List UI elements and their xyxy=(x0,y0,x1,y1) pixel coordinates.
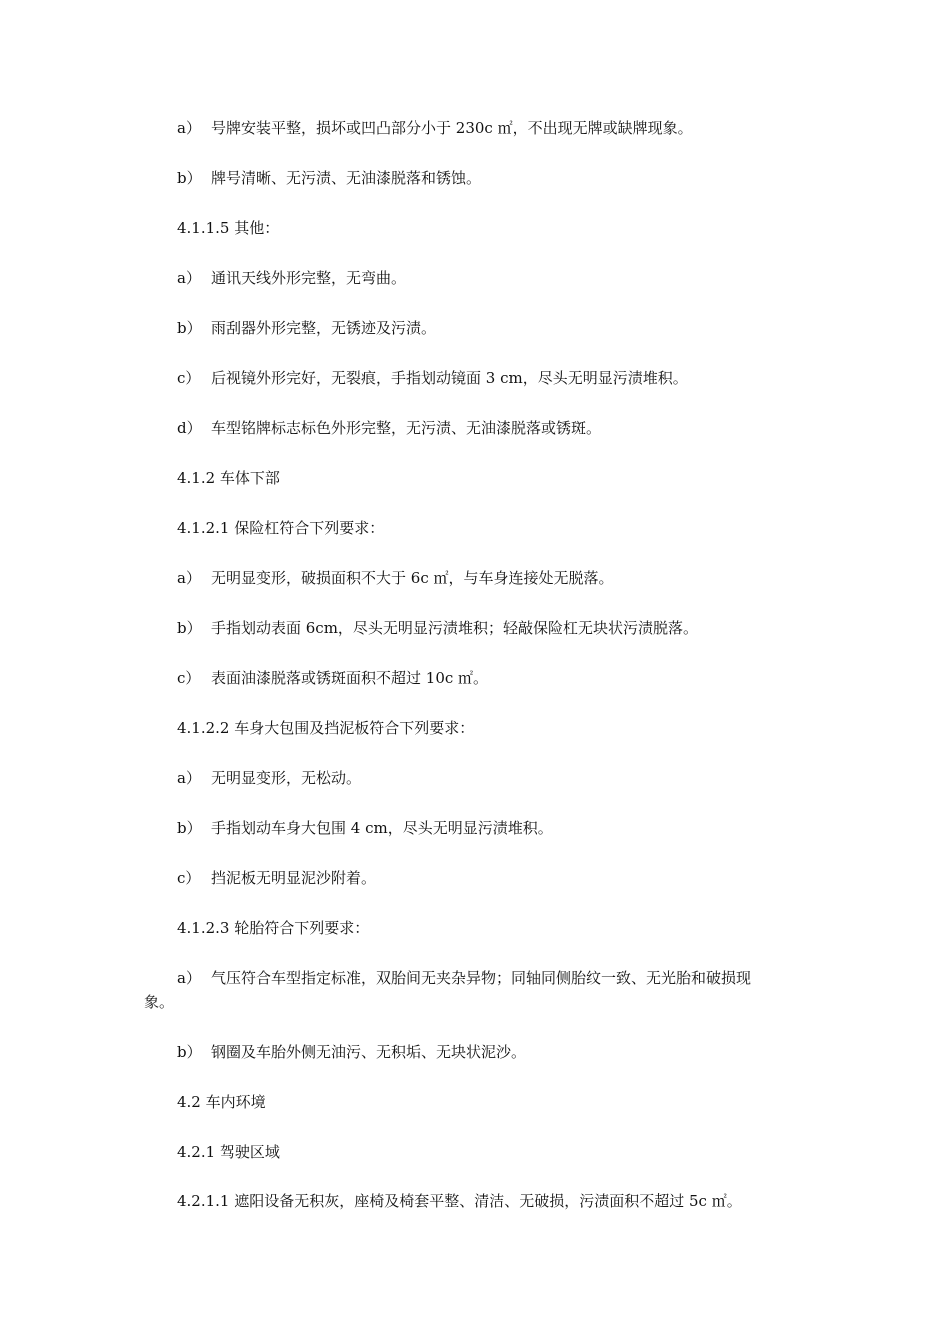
list-marker: d） xyxy=(177,419,202,437)
list-item-text: 手指划动车身大包围 4 cm，尽头无明显污渍堆积。 xyxy=(211,819,553,837)
list-marker: c） xyxy=(177,869,201,887)
list-item-text: 手指划动表面 6cm，尽头无明显污渍堆积；轻敲保险杠无块状污渍脱落。 xyxy=(211,619,698,637)
list-marker: c） xyxy=(177,669,201,687)
section-heading-text: 4.2 车内环境 xyxy=(177,1093,266,1111)
section-heading-text: 4.1.2.3 轮胎符合下列要求： xyxy=(177,919,370,937)
list-item-text: 钢圈及车胎外侧无油污、无积垢、无块状泥沙。 xyxy=(211,1043,527,1061)
section-heading-text: 4.1.2.2 车身大包围及挡泥板符合下列要求： xyxy=(177,719,475,737)
list-marker: b） xyxy=(177,819,202,837)
list-item-text: 通讯天线外形完整，无弯曲。 xyxy=(211,269,407,287)
list-item-text: 牌号清晰、无污渍、无油漆脱落和锈蚀。 xyxy=(211,169,482,187)
list-item-text: 无明显变形，无松动。 xyxy=(211,769,362,787)
list-item-text: 表面油漆脱落或锈斑面积不超过 10c ㎡。 xyxy=(211,669,489,687)
list-item-text: 气压符合车型指定标准，双胎间无夹杂异物；同轴同侧胎纹一致、无光胎和破损现 xyxy=(211,969,752,987)
list-item-text: 车型铭牌标志标色外形完整，无污渍、无油漆脱落或锈斑。 xyxy=(211,419,602,437)
list-item-continuation: 象。 xyxy=(144,993,175,1011)
list-marker: c） xyxy=(177,369,201,387)
section-heading-text: 4.2.1 驾驶区域 xyxy=(177,1143,280,1161)
section-heading-text: 4.1.2.1 保险杠符合下列要求： xyxy=(177,519,385,537)
list-marker: b） xyxy=(177,619,202,637)
list-marker: b） xyxy=(177,169,202,187)
list-item-text: 无明显变形，破损面积不大于 6c ㎡，与车身连接处无脱落。 xyxy=(211,569,614,587)
section-heading-text: 4.1.2 车体下部 xyxy=(177,469,280,487)
list-item-text: 后视镜外形完好，无裂痕，手指划动镜面 3 cm，尽头无明显污渍堆积。 xyxy=(211,369,688,387)
list-item-first-line xyxy=(177,968,751,988)
section-heading-text: 4.1.1.5 其他： xyxy=(177,219,280,237)
list-item-text: 雨刮器外形完整，无锈迹及污渍。 xyxy=(211,319,437,337)
list-marker: a） xyxy=(177,569,201,587)
list-marker: a） xyxy=(177,119,201,137)
list-marker: a） xyxy=(177,969,201,987)
section-heading-text: 4.2.1.1 遮阳设备无积灰，座椅及椅套平整、清洁、无破损，污渍面积不超过 5c ㎡。 xyxy=(177,1192,742,1210)
list-marker: b） xyxy=(177,1043,202,1061)
list-item-text: 挡泥板无明显泥沙附着。 xyxy=(211,869,377,887)
list-marker: b） xyxy=(177,319,202,337)
list-item-text: 号牌安装平整，损坏或凹凸部分小于 230c ㎡，不出现无牌或缺牌现象。 xyxy=(211,119,693,137)
list-marker: a） xyxy=(177,269,201,287)
list-marker: a） xyxy=(177,769,201,787)
